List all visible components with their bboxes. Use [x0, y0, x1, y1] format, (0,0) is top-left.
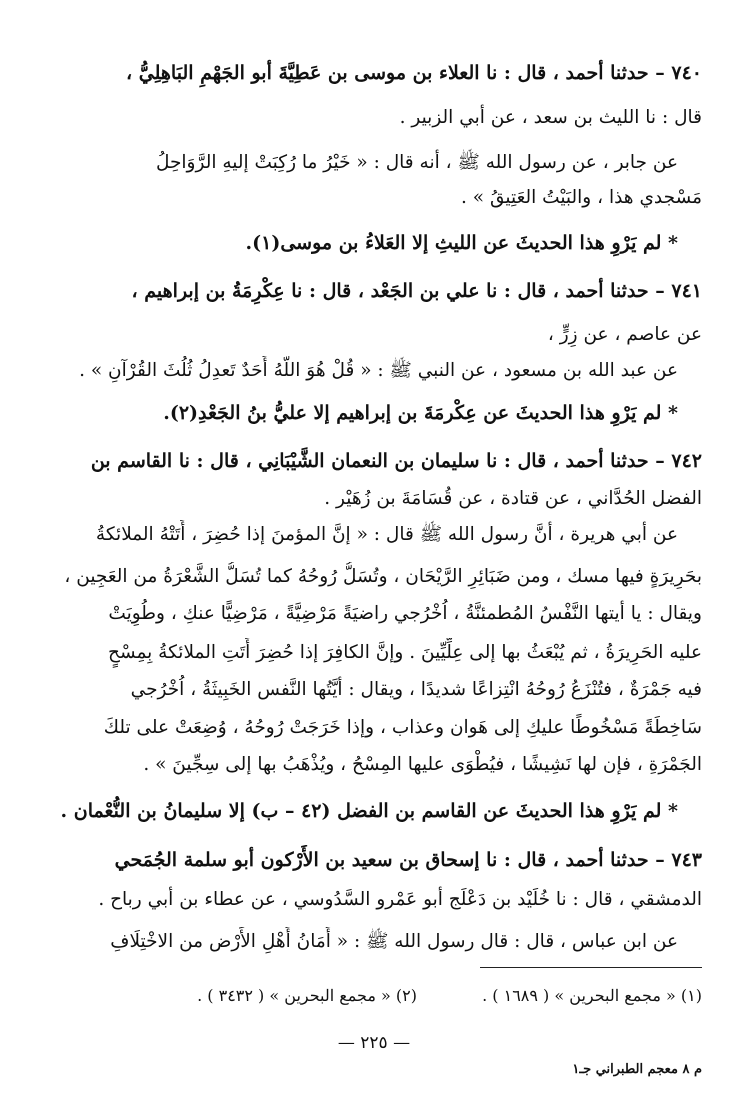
- comment-line: * لم يَرْوِ هذا الحديثَ عن عِكْرمَةَ بن إبراهيم إلا عليُّ بنُ الجَعْدِ(٢).: [163, 402, 678, 424]
- text-line: ويقال : يا أيتها النَّفْسُ المُطمئنَّةُ ، اُخْرُجي راضيَةً مَرْضِيَّةً ، مَرْضِيًّا عنكِ ، وطُوِيَتْ: [108, 603, 702, 624]
- signature-mark: م ٨ معجم الطبراني جـ١: [572, 1062, 702, 1077]
- text-line: عليه الحَرِيرَةُ ، ثم يُبْعَثُ بها إلى عِلِّيِّينَ . وإنَّ الكافِرَ إذا حُضِرَ أَتَتِ الملائكةُ بِمِسْحٍ: [108, 642, 702, 663]
- text-line: مَسْجدي هذا ، والبَيْتُ العَتِيقُ » .: [461, 187, 702, 208]
- text-line: قال : نا الليث بن سعد ، عن أبي الزبير .: [399, 107, 702, 128]
- text-line: فيه جَمْرَةٌ ، فتُنْزَعُ رُوحُهُ انْتِزاعًا شديدًا ، ويقال : أيَّتُها النَّفس الخَبِيثَةُ ، اُخْرُجي: [130, 679, 702, 700]
- hadith-743-header: ٧٤٣ – حدثنا أحمد ، قال : نا إسحاق بن سعيد بن الأَرْكون أبو سلمة الجُمَحي: [114, 849, 702, 871]
- page-number: — ٢٢٥ —: [337, 1033, 411, 1053]
- footnote-1: (١) « مجمع البحرين » ( ١٦٨٩ ) .: [482, 986, 702, 1005]
- text-line: عن أبي هريرة ، أنَّ رسول الله ﷺ قال : « إنَّ المؤمنَ إذا حُضِرَ ، أَتَتْهُ الملائكةُ: [95, 524, 678, 545]
- text-line: الجَمْرَةِ ، فإن لها نَشِيشًا ، فيُطْوَى عليها المِسْحُ ، ويُذْهَبُ بها إلى سِجِّينَ » .: [143, 754, 702, 775]
- comment-line: * لم يَرْوِ هذا الحديثَ عن القاسم بن الفضل (٤٢ – ب) إلا سليمانُ بن النُّعْمان .: [60, 800, 678, 822]
- text-line: عن عاصم ، عن زِرٍّ ،: [547, 324, 702, 345]
- footnote-divider: [480, 967, 702, 968]
- hadith-742-header: ٧٤٢ – حدثنا أحمد ، قال : نا سليمان بن النعمان الشَّيْبَانِي ، قال : نا القاسم بن: [90, 450, 702, 472]
- text-line: الدمشقي ، قال : نا خُلَيْد بن دَعْلَج أبو عَمْرو السَّدُوسي ، عن عطاء بن أبي رباح .: [98, 889, 702, 910]
- text-line: الفضل الحُدَّاني ، عن قتادة ، عن قُسَامَةَ بن زُهَيْر .: [324, 488, 702, 509]
- footnotes: [30, 982, 702, 1010]
- hadith-741-header: ٧٤١ – حدثنا أحمد ، قال : نا علي بن الجَعْد ، قال : نا عِكْرِمَةُ بن إبراهيم ،: [131, 280, 702, 302]
- footnote-2: (٢) « مجمع البحرين » ( ٣٤٣٢ ) .: [197, 986, 417, 1005]
- text-line: سَاخِطَةً مَسْخُوطًا عليكِ إلى هَوان وعذاب ، وإذا خَرَجَتْ رُوحُهُ ، وُضِعَتْ على تلكَ: [103, 717, 702, 738]
- comment-line: * لم يَرْوِ هذا الحديثَ عن الليثِ إلا العَلاءُ بن موسى(١).: [245, 232, 678, 254]
- text-line: بحَرِيرَةٍ فيها مسك ، ومن ضَبَائِرِ الرَّيْحَان ، وتُسَلُّ رُوحُهُ كما تُسَلُّ الشَّعْرَةُ من العَجِين ،: [64, 566, 702, 587]
- text-line: عن جابر ، عن رسول الله ﷺ ، أنه قال : « خَيْرُ ما رُكِبَتْ إليهِ الرَّوَاحِلُ: [155, 152, 678, 173]
- hadith-740-header: ٧٤٠ – حدثنا أحمد ، قال : نا العلاء بن موسى بن عَطِيَّةَ أبو الجَهْمِ البَاهِلِيُّ ،: [126, 62, 702, 84]
- text-line: عن عبد الله بن مسعود ، عن النبي ﷺ : « قُلْ هُوَ اللَّهُ أَحَدٌ تَعدِلُ ثُلُثَ القُرْآنِ » .: [79, 360, 678, 381]
- text-line: عن ابن عباس ، قال : قال رسول الله ﷺ : « أَمَانُ أَهْلِ الأَرْض من الاخْتِلَافِ: [110, 931, 678, 952]
